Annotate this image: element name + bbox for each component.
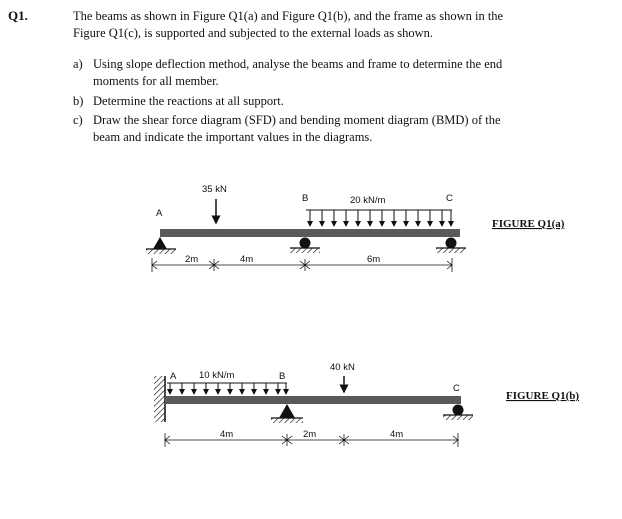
- fig-b-udl-arrows: [170, 383, 286, 394]
- part-c-label: c): [73, 113, 83, 127]
- fig-a-dim-4m: 4m: [240, 254, 254, 265]
- fig-b-pin-support-b: [271, 404, 303, 423]
- fig-a-udl-label: 20 kN/m: [350, 195, 386, 206]
- part-b-line1: Determine the reactions at all support.: [93, 94, 284, 108]
- fig-b-roller-support-c: [443, 405, 473, 421]
- fig-a-dim-2m: 2m: [185, 254, 199, 265]
- fig-a-roller-support-b: [290, 238, 320, 254]
- fig-a-node-b: B: [302, 193, 309, 204]
- beam-b: [165, 396, 461, 404]
- fig-b-dim-2m: 2m: [303, 429, 317, 440]
- question-intro-line2: Figure Q1(c), is supported and subjected to the external loads as shown.: [73, 26, 433, 40]
- figure-b: [154, 362, 579, 447]
- fig-b-point-load-label: 40 kN: [330, 362, 355, 373]
- fig-b-fixed-support-a: [154, 376, 165, 422]
- figure-a: [146, 184, 565, 272]
- part-c-line1: Draw the shear force diagram (SFD) and bending moment diagram (BMD) of the: [93, 113, 501, 127]
- fig-b-node-a: A: [170, 371, 177, 382]
- fig-a-roller-support-c: [436, 238, 466, 254]
- fig-a-udl-arrows: [310, 210, 451, 226]
- figure-b-caption: FIGURE Q1(b): [506, 390, 580, 402]
- part-a-line2: moments for all member.: [93, 74, 219, 88]
- part-a-line1: Using slope deflection method, analyse the beams and frame to determine the end: [93, 57, 503, 71]
- fig-a-point-load-label: 35 kN: [202, 184, 227, 195]
- part-b-label: b): [73, 94, 84, 108]
- fig-a-node-c: C: [446, 193, 453, 204]
- fig-b-node-b: B: [279, 371, 286, 382]
- fig-a-dim-6m: 6m: [367, 254, 381, 265]
- fig-b-node-c: C: [453, 383, 460, 394]
- fig-a-pin-support-a: [146, 237, 176, 254]
- fig-b-udl-label: 10 kN/m: [199, 370, 235, 381]
- beam-a: [160, 229, 460, 237]
- question-intro-line1: The beams as shown in Figure Q1(a) and Figure Q1(b), and the frame as shown in the: [73, 9, 504, 23]
- part-c-line2: beam and indicate the important values in the diagrams.: [93, 130, 373, 144]
- fig-b-dim-4m-right: 4m: [390, 429, 404, 440]
- question-number: Q1.: [8, 8, 28, 23]
- fig-b-dim-4m-left: 4m: [220, 429, 234, 440]
- part-a-label: a): [73, 57, 83, 71]
- figure-a-caption: FIGURE Q1(a): [492, 218, 565, 230]
- fig-a-node-a: A: [156, 208, 163, 219]
